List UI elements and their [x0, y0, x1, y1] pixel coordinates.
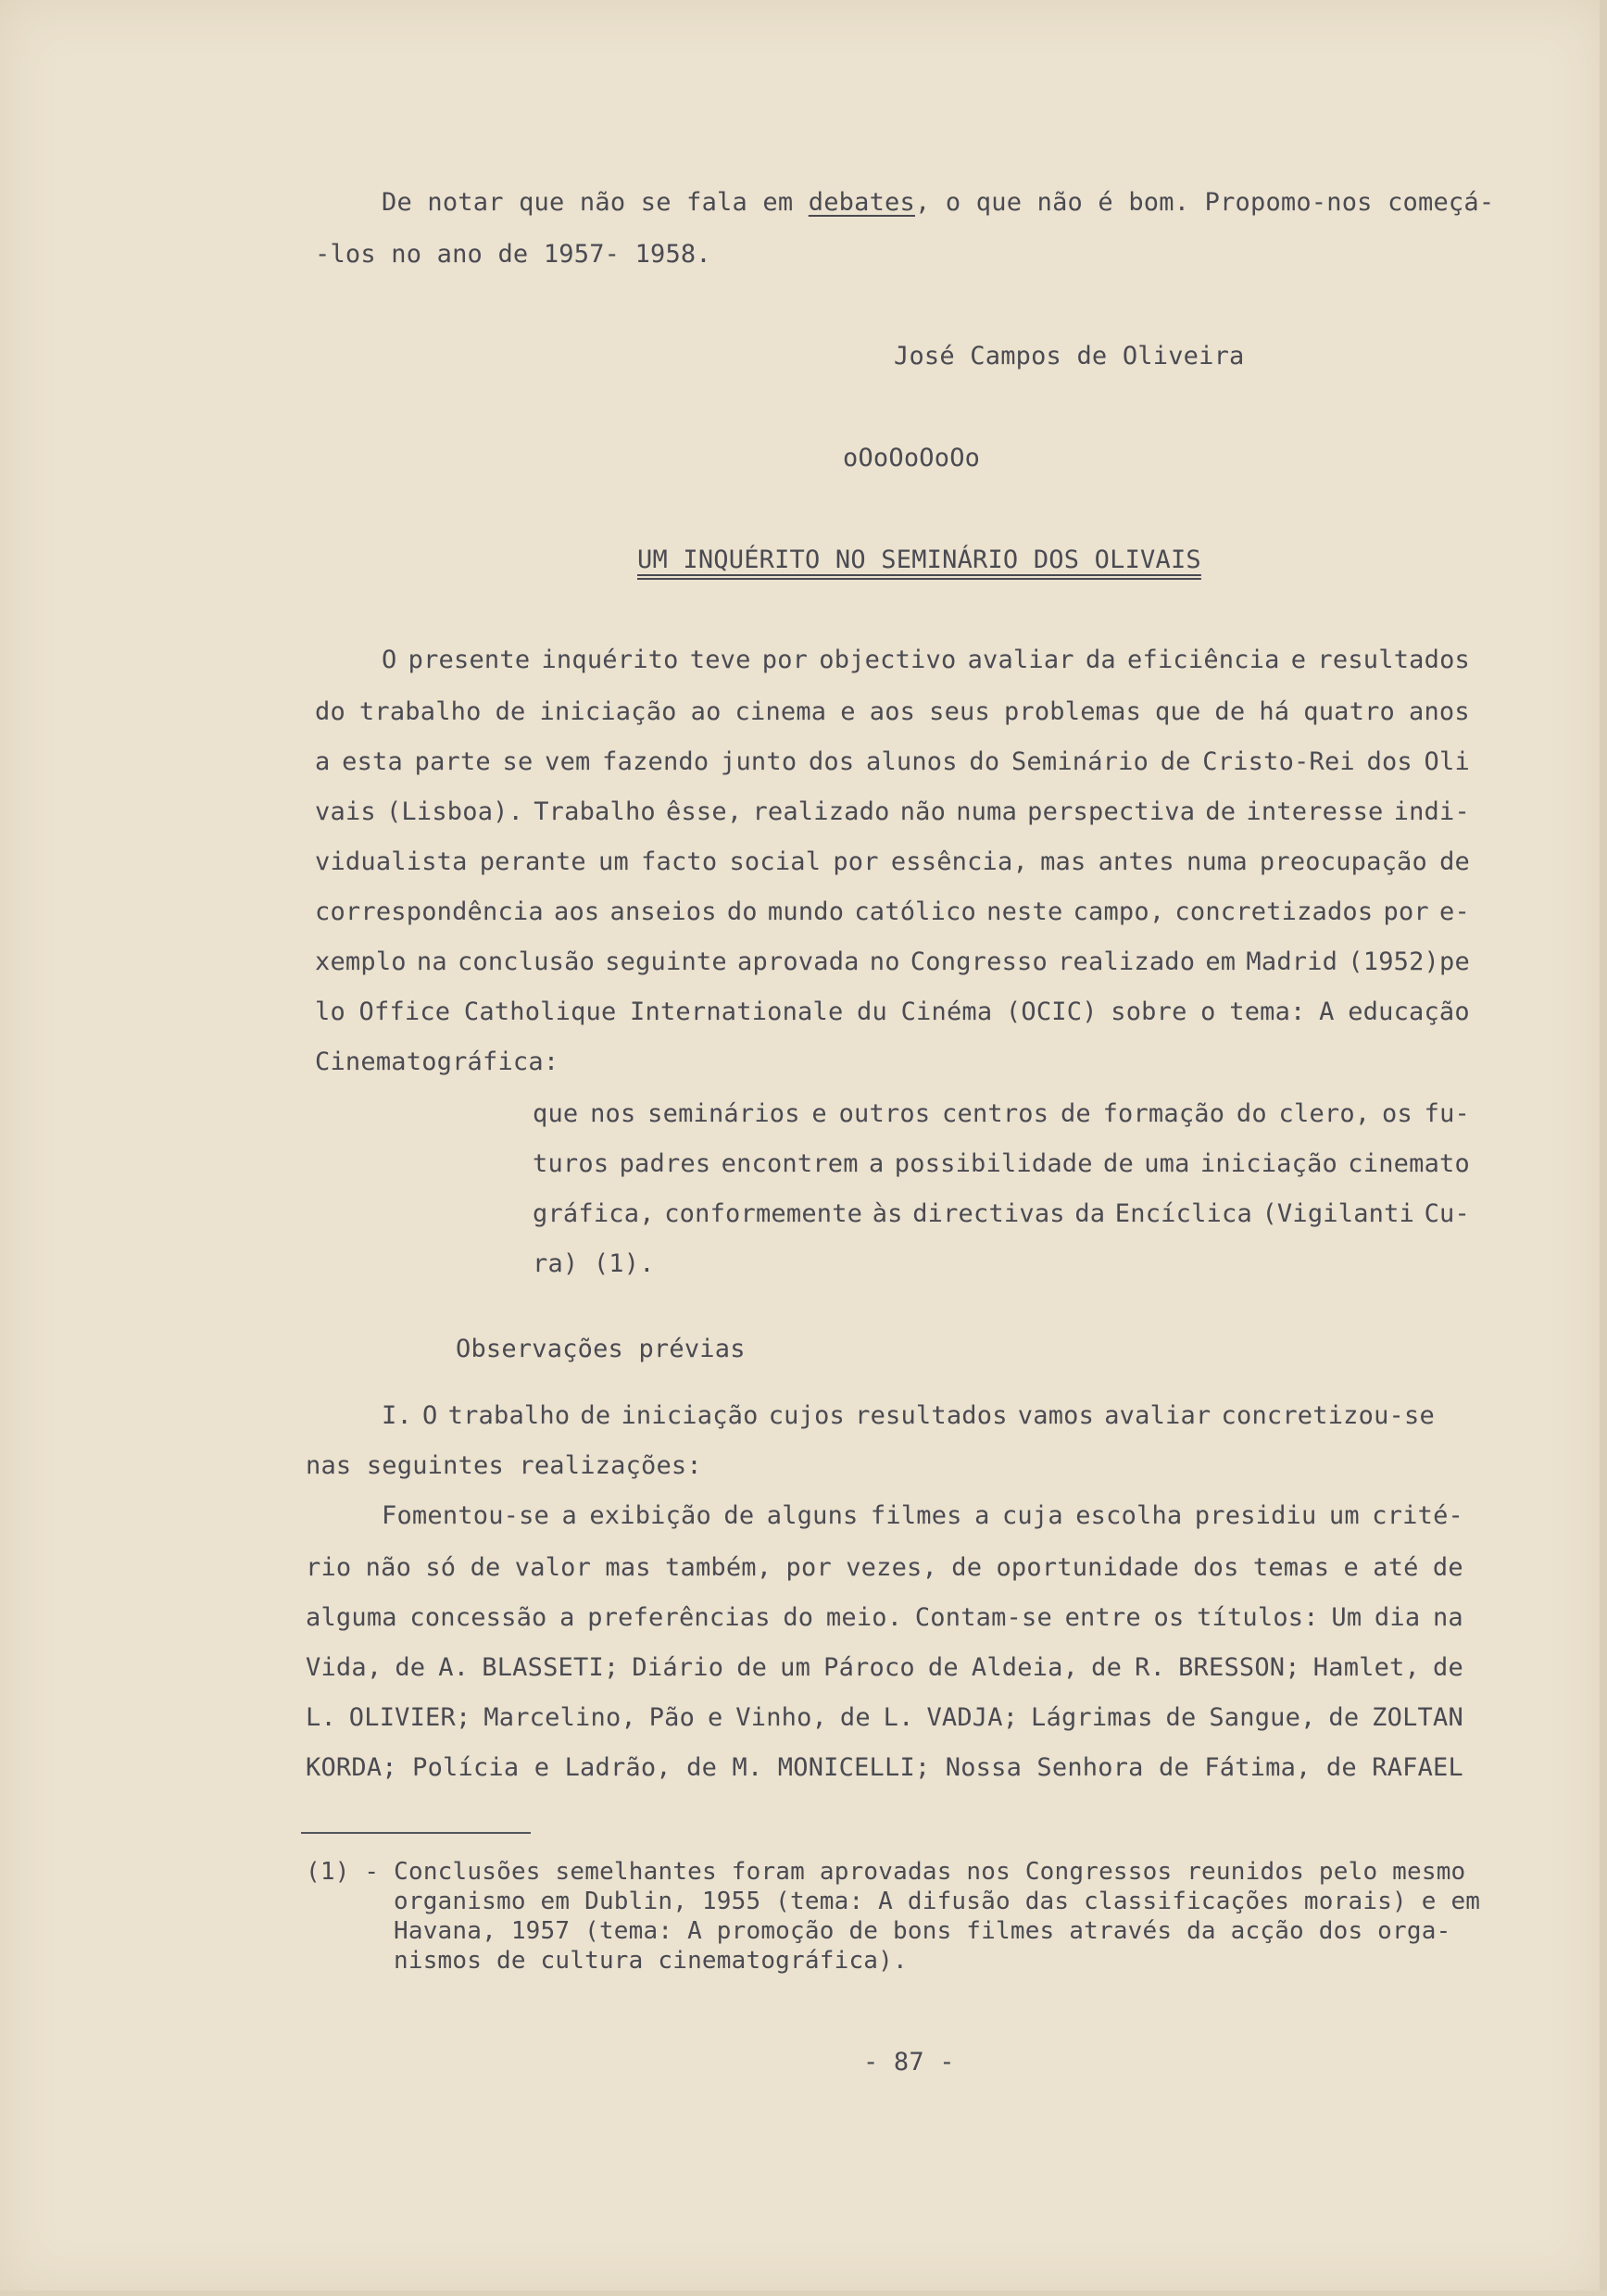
- word: neste: [986, 897, 1063, 926]
- word: (1952)pe: [1348, 947, 1470, 976]
- word: dos: [808, 747, 855, 776]
- word: MONICELLI;: [777, 1753, 931, 1782]
- word: O: [422, 1401, 438, 1430]
- paragraph-1-line-6: [315, 897, 1470, 928]
- paragraph-2-line-1: [382, 1500, 1463, 1532]
- word: que: [533, 1099, 579, 1128]
- word: iniciação: [539, 697, 677, 726]
- word: aprovada: [736, 947, 860, 976]
- word: uma: [1144, 1149, 1190, 1178]
- word: Contam-se: [914, 1603, 1052, 1632]
- word: um: [780, 1653, 811, 1682]
- word: quatro: [1303, 697, 1395, 726]
- word: de: [580, 1401, 611, 1430]
- word: fazendo: [602, 747, 709, 776]
- word: numa: [956, 797, 1018, 826]
- word: filmes: [870, 1501, 962, 1530]
- word: Encíclica: [1114, 1199, 1252, 1228]
- word: dia: [1374, 1603, 1421, 1632]
- word: de: [1205, 797, 1237, 826]
- word: preocupação: [1259, 847, 1427, 876]
- word: VADJA;: [926, 1703, 1019, 1732]
- word: OLIVIER;: [348, 1703, 471, 1732]
- word: RAFAEL: [1372, 1753, 1463, 1782]
- word: oportunidade: [996, 1553, 1179, 1582]
- word: aos: [553, 897, 600, 926]
- word: O: [382, 646, 397, 674]
- debates-underlined: debates: [808, 188, 915, 217]
- word: na: [416, 947, 447, 976]
- word: dos: [1366, 747, 1412, 776]
- word: por: [785, 1553, 832, 1582]
- word: de: [1328, 1703, 1360, 1732]
- word: os: [1153, 1603, 1185, 1632]
- word: aos: [869, 697, 916, 726]
- word: entre: [1064, 1603, 1141, 1632]
- word: lo: [315, 997, 345, 1026]
- word: conclusão: [457, 947, 596, 976]
- word: meio.: [825, 1603, 903, 1632]
- word: Pároco: [823, 1653, 915, 1682]
- word: Nossa: [945, 1753, 1023, 1782]
- word: de: [470, 1553, 501, 1582]
- word: vem: [545, 747, 591, 776]
- word: eficiência: [1127, 646, 1280, 674]
- word: a: [974, 1501, 990, 1530]
- word: perspectiva: [1027, 797, 1196, 826]
- intro-line-1-start: De notar que não se fala em: [382, 188, 809, 217]
- word: Seminário: [1011, 747, 1149, 776]
- word: de: [395, 1653, 426, 1682]
- page-edge-right: [1600, 0, 1607, 2296]
- footnote-line-2: organismo em Dublin, 1955 (tema: A difusão das classificações morais) e em: [394, 1888, 1481, 1915]
- paragraph-2-line-5: [306, 1702, 1463, 1734]
- word: Polícia: [412, 1753, 520, 1782]
- word: e: [707, 1703, 723, 1732]
- word: Office: [358, 997, 451, 1026]
- word: rio: [306, 1553, 352, 1582]
- word: um: [598, 847, 629, 876]
- word: Fátima,: [1204, 1753, 1312, 1782]
- word: de: [686, 1753, 718, 1782]
- block-quote-last-line: ra) (1).: [533, 1249, 655, 1278]
- section-separator: oOoOoOoOo: [843, 444, 981, 472]
- word: (Vigilanti: [1262, 1199, 1415, 1228]
- page-number: - 87 -: [863, 2048, 955, 2076]
- word: êsse,: [666, 797, 743, 826]
- word: mundo: [767, 897, 845, 926]
- word: a: [561, 1501, 577, 1530]
- word: L.: [306, 1703, 336, 1732]
- word: KORDA;: [306, 1753, 397, 1782]
- word: turos: [533, 1149, 609, 1178]
- word: L.: [883, 1703, 914, 1732]
- word: e: [840, 697, 856, 726]
- word: resultados: [855, 1401, 1008, 1430]
- word: de: [723, 1501, 755, 1530]
- word: cuja: [1001, 1501, 1063, 1530]
- word: de: [1060, 1099, 1091, 1128]
- word: de: [1432, 1553, 1463, 1582]
- word: interesse: [1246, 797, 1384, 826]
- word: vais: [315, 797, 376, 826]
- word: da: [1074, 1199, 1106, 1228]
- word: alguma: [306, 1603, 397, 1632]
- word: Vida,: [306, 1653, 383, 1682]
- word: Fomentou-se: [382, 1501, 550, 1530]
- word: mas: [1040, 847, 1086, 876]
- word: esta: [342, 747, 403, 776]
- word: Aldeia,: [971, 1653, 1079, 1682]
- word: seus: [929, 697, 990, 726]
- word: antes: [1098, 847, 1174, 876]
- footnote-line-1: (1) - Conclusões semelhantes foram aprovadas nos Congressos reunidos pelo mesmo: [306, 1858, 1466, 1886]
- word: iniciação: [1199, 1149, 1337, 1178]
- word: a: [869, 1149, 885, 1178]
- word: alguns: [766, 1501, 859, 1530]
- word: (Lisboa).: [385, 797, 524, 826]
- footnote-line-4: nismos de cultura cinematográfica).: [394, 1947, 908, 1975]
- word: de: [1103, 1149, 1134, 1178]
- word: de: [1439, 847, 1470, 876]
- word: teve: [689, 646, 751, 674]
- word: Sangue,: [1209, 1703, 1316, 1732]
- word: alunos: [865, 747, 958, 776]
- word: Vinho,: [735, 1703, 828, 1732]
- word: R.: [1135, 1653, 1166, 1682]
- word: concessão: [409, 1603, 547, 1632]
- word: não: [365, 1553, 412, 1582]
- footnote-divider: [301, 1832, 531, 1834]
- paragraph-1-line-3: [315, 747, 1470, 778]
- paragraph-1-line-5: [315, 847, 1470, 878]
- paragraph-2-line-3: [306, 1602, 1463, 1634]
- word: anos: [1409, 697, 1470, 726]
- word: de: [1159, 1753, 1189, 1782]
- word: xemplo: [315, 947, 407, 976]
- word: crité-: [1372, 1501, 1463, 1530]
- word: Marcelino,: [483, 1703, 636, 1732]
- word: e-: [1439, 897, 1470, 926]
- word: do: [1236, 1099, 1267, 1128]
- word: preferências: [587, 1603, 771, 1632]
- word: ZOLTAN: [1372, 1703, 1463, 1732]
- word: cinema: [734, 697, 827, 726]
- word: realizado: [752, 797, 890, 826]
- paragraph-2-line-4: [306, 1652, 1463, 1684]
- paragraph-2-line-6: [306, 1752, 1463, 1784]
- word: inquérito: [541, 646, 679, 674]
- word: concretizou-se: [1221, 1401, 1435, 1430]
- word: possibilidade: [894, 1149, 1093, 1178]
- word: numa: [1186, 847, 1248, 876]
- word: nos: [590, 1099, 636, 1128]
- word: católico: [854, 897, 976, 926]
- word: Congresso: [910, 947, 1048, 976]
- word: I.: [382, 1401, 412, 1430]
- word: há: [1259, 697, 1290, 726]
- word: fu-: [1424, 1099, 1470, 1128]
- word: junto: [721, 747, 797, 776]
- word: de: [736, 1653, 768, 1682]
- word: padres: [619, 1149, 711, 1178]
- word: Ladrão,: [564, 1753, 672, 1782]
- word: do: [315, 697, 345, 726]
- word: gráfica,: [533, 1199, 655, 1228]
- word: Hamlet,: [1312, 1653, 1420, 1682]
- word: Lágrimas: [1031, 1703, 1153, 1732]
- word: Um: [1331, 1603, 1362, 1632]
- word: campo,: [1073, 897, 1165, 926]
- word: de: [951, 1553, 983, 1582]
- paragraph-2-line-2: [306, 1552, 1463, 1584]
- word: du: [857, 997, 887, 1026]
- word: Senhora: [1036, 1753, 1144, 1782]
- word: de: [1091, 1653, 1123, 1682]
- paragraph-1-line-8: [315, 997, 1470, 1028]
- word: Pão: [648, 1703, 696, 1732]
- paragraph-1-line-1: [382, 645, 1470, 676]
- word: clero,: [1278, 1099, 1371, 1128]
- word: o: [1200, 997, 1216, 1026]
- word: se: [502, 747, 534, 776]
- word: educação: [1348, 997, 1470, 1026]
- word: um: [1328, 1501, 1360, 1530]
- word: de: [1160, 747, 1191, 776]
- word: de: [1214, 697, 1246, 726]
- word: a: [559, 1603, 575, 1632]
- word: também,: [665, 1553, 772, 1582]
- word: valor: [514, 1553, 592, 1582]
- word: e: [811, 1099, 827, 1128]
- word: formação: [1102, 1099, 1225, 1128]
- author-signature: José Campos de Oliveira: [894, 342, 1245, 370]
- word: directivas: [912, 1199, 1065, 1228]
- intro-line-1-end: , o que não é bom. Propomo-nos começá-: [914, 188, 1495, 217]
- word: do: [969, 747, 1000, 776]
- word: parte: [414, 747, 491, 776]
- word: seguinte: [605, 947, 727, 976]
- word: de: [839, 1703, 871, 1732]
- block-quote-line-2: [533, 1148, 1470, 1180]
- word: vezes,: [846, 1553, 937, 1582]
- word: Cristo-Rei: [1202, 747, 1355, 776]
- paragraph-1-line-2: [315, 696, 1470, 728]
- word: Internationale: [630, 997, 844, 1026]
- word: sobre: [1111, 997, 1187, 1026]
- word: vamos: [1017, 1401, 1095, 1430]
- word: títulos:: [1197, 1603, 1319, 1632]
- word: resultados: [1317, 646, 1470, 674]
- word: e: [1290, 646, 1307, 674]
- item-1-line-1: [382, 1400, 1435, 1432]
- intro-line-1: [382, 187, 1494, 219]
- word: indi-: [1393, 797, 1470, 826]
- paragraph-1-line-7: [315, 947, 1470, 978]
- word: do: [726, 897, 758, 926]
- word: da: [1085, 646, 1116, 674]
- block-quote-line-3: [533, 1198, 1470, 1230]
- word: Madrid: [1246, 947, 1338, 976]
- word: cinemato: [1348, 1149, 1470, 1178]
- word: social: [729, 847, 822, 876]
- word: de: [1165, 1703, 1197, 1732]
- word: vidualista: [315, 847, 468, 876]
- word: exibição: [589, 1501, 711, 1530]
- word: avaliar: [967, 646, 1074, 674]
- section-heading: Observações prévias: [456, 1335, 746, 1363]
- word: dos: [1193, 1553, 1239, 1582]
- word: de: [1433, 1653, 1463, 1682]
- word: e: [534, 1753, 550, 1782]
- word: escolha: [1075, 1501, 1183, 1530]
- page-edge-bottom: [0, 2290, 1607, 2296]
- word: avaliar: [1104, 1401, 1212, 1430]
- word: Oli: [1424, 747, 1470, 776]
- intro-line-2: -los no ano de 1957- 1958.: [315, 240, 711, 269]
- word: de: [495, 697, 526, 726]
- word: ao: [690, 697, 722, 726]
- word: em: [1205, 947, 1237, 976]
- footnote-line-3: Havana, 1957 (tema: A promoção de bons filmes através da acção dos orga-: [394, 1917, 1451, 1945]
- word: temas: [1252, 1553, 1330, 1582]
- word: (OCIC): [1005, 997, 1098, 1026]
- word: que: [1155, 697, 1201, 726]
- word: trabalho: [447, 1401, 571, 1430]
- word: presente: [408, 646, 531, 674]
- word: problemas: [1003, 697, 1142, 726]
- word: presidiu: [1194, 1501, 1317, 1530]
- word: de: [927, 1653, 959, 1682]
- word: perante: [479, 847, 586, 876]
- word: às: [872, 1199, 903, 1228]
- word: outros: [838, 1099, 931, 1128]
- word: anseios: [609, 897, 717, 926]
- article-title: UM INQUÉRITO NO SEMINÁRIO DOS OLIVAIS: [637, 546, 1201, 574]
- word: a: [315, 747, 331, 776]
- paragraph-1-line-4: [315, 797, 1470, 828]
- word: Diário: [632, 1653, 724, 1682]
- word: por: [1383, 897, 1429, 926]
- word: no: [869, 947, 900, 976]
- word: objectivo: [819, 646, 957, 674]
- word: até: [1373, 1553, 1419, 1582]
- word: encontrem: [721, 1149, 859, 1178]
- block-quote-line-1: [533, 1098, 1470, 1130]
- word: trabalho: [358, 697, 482, 726]
- word: correspondência: [315, 897, 544, 926]
- word: A.: [438, 1653, 470, 1682]
- word: realizado: [1058, 947, 1196, 976]
- word: centros: [942, 1099, 1049, 1128]
- paragraph-1-last-line: Cinematográfica:: [315, 1048, 559, 1076]
- word: de: [1325, 1753, 1357, 1782]
- word: conformemente: [664, 1199, 863, 1228]
- word: essência,: [890, 847, 1028, 876]
- word: cujos: [768, 1401, 845, 1430]
- word: só: [425, 1553, 457, 1582]
- word: por: [761, 646, 809, 674]
- word: Cinéma: [900, 997, 993, 1026]
- word: facto: [641, 847, 718, 876]
- word: e: [1343, 1553, 1359, 1582]
- word: tema:: [1229, 997, 1306, 1026]
- word: os: [1381, 1099, 1412, 1128]
- word: iniciação: [621, 1401, 759, 1430]
- word: não: [899, 797, 947, 826]
- word: por: [833, 847, 879, 876]
- word: mas: [605, 1553, 651, 1582]
- word: concretizados: [1174, 897, 1374, 926]
- word: BRESSON;: [1178, 1653, 1300, 1682]
- word: Catholique: [463, 997, 617, 1026]
- word: Trabalho: [534, 797, 656, 826]
- word: BLASSETI;: [482, 1653, 620, 1682]
- word: A: [1319, 997, 1335, 1026]
- word: do: [783, 1603, 814, 1632]
- word: seminários: [647, 1099, 800, 1128]
- word: na: [1432, 1603, 1463, 1632]
- word: Cu-: [1424, 1199, 1470, 1228]
- item-1-last-line: nas seguintes realizações:: [306, 1451, 702, 1480]
- word: M.: [732, 1753, 763, 1782]
